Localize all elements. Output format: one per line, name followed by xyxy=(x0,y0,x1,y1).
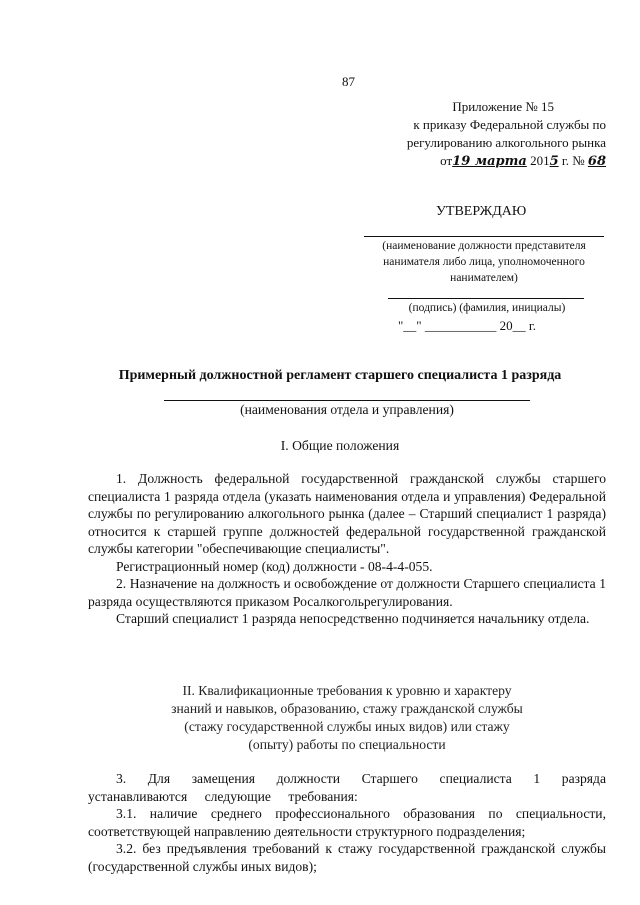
section1-paragraph-2: Регистрационный номер (код) должности - 08-4-4-055. xyxy=(116,558,433,574)
section1-paragraph-4: Старший специалист 1 разряда непосредственно подчиняется начальнику отдела. xyxy=(116,611,590,626)
section1-heading: I. Общие положения xyxy=(280,438,400,453)
signature-line xyxy=(388,298,584,299)
approval-date-line: "__" ___________ 20__ г. xyxy=(398,318,536,333)
appendix-date-line xyxy=(330,152,606,171)
appendix-order-line: к приказу Федеральной службы по xyxy=(413,117,606,132)
section2-heading-line-4: (опыту) работы по специальности xyxy=(248,737,446,752)
signature-caption: (подпись) (фамилия, инициалы) xyxy=(408,302,566,314)
year-prefix: 201 xyxy=(530,153,550,168)
appendix-agency-line: регулированию алкогольного рынка xyxy=(406,135,606,150)
department-line xyxy=(164,400,530,401)
section1-body xyxy=(88,470,606,628)
date-prefix: от xyxy=(440,153,453,168)
handwritten-number: 68 xyxy=(587,154,606,169)
section2-paragraph-2: 3.1. наличие среднего профессионального образования по специальности, соответствующей направлению деятельности структурного подразделения; xyxy=(88,806,606,839)
department-caption: (наименования отдела и управления) xyxy=(240,402,454,417)
approval-title: УТВЕРЖДАЮ xyxy=(436,204,527,219)
position-caption: (наименование должности представителя нанимателя либо лица, уполномоченного нанимателем) xyxy=(382,240,586,284)
position-line xyxy=(364,236,604,237)
section1-paragraph-3: 2. Назначение на должность и освобождение от должности Старшего специалиста 1 разряда осуществляются приказом Росалкогольрегулирования. xyxy=(88,576,606,609)
section2-heading xyxy=(130,682,564,754)
section1-paragraph-1: 1. Должность федеральной государственной гражданской службы старшего специалиста 1 разряда отдела (указать наименования отдела и управления) Федеральной службы по регулированию алкогольного рынка (далее – Старший специалист 1 разряда) относится к старшей группе должностей федеральной государственной гражданской службы категории "обеспечивающие специалисты". xyxy=(88,471,606,556)
section2-heading-line-1: II. Квалификационные требования к уровню и характеру xyxy=(182,683,512,698)
section2-body xyxy=(88,770,606,875)
handwritten-year: 5 xyxy=(549,154,559,169)
appendix-block xyxy=(330,98,606,171)
section2-heading-line-3: (стажу государственной службы иных видов) или стажу xyxy=(184,719,510,734)
document-title: Примерный должностной регламент старшего специалиста 1 разряда xyxy=(118,368,562,383)
section2-paragraph-1: 3. Для замещения должности Старшего специалиста 1 разряда устанавливаются следующие требования: xyxy=(88,771,606,804)
appendix-title: Приложение № 15 xyxy=(452,99,554,114)
page-number: 87 xyxy=(342,74,355,89)
number-prefix: г. № xyxy=(561,153,585,168)
section2-paragraph-3: 3.2. без предъявления требований к стажу государственной гражданской службы (государственной службы иных видов); xyxy=(88,841,606,874)
handwritten-date: 19 марта xyxy=(452,154,527,169)
section2-heading-line-2: знаний и навыков, образованию, стажу гражданской службы xyxy=(171,701,523,716)
